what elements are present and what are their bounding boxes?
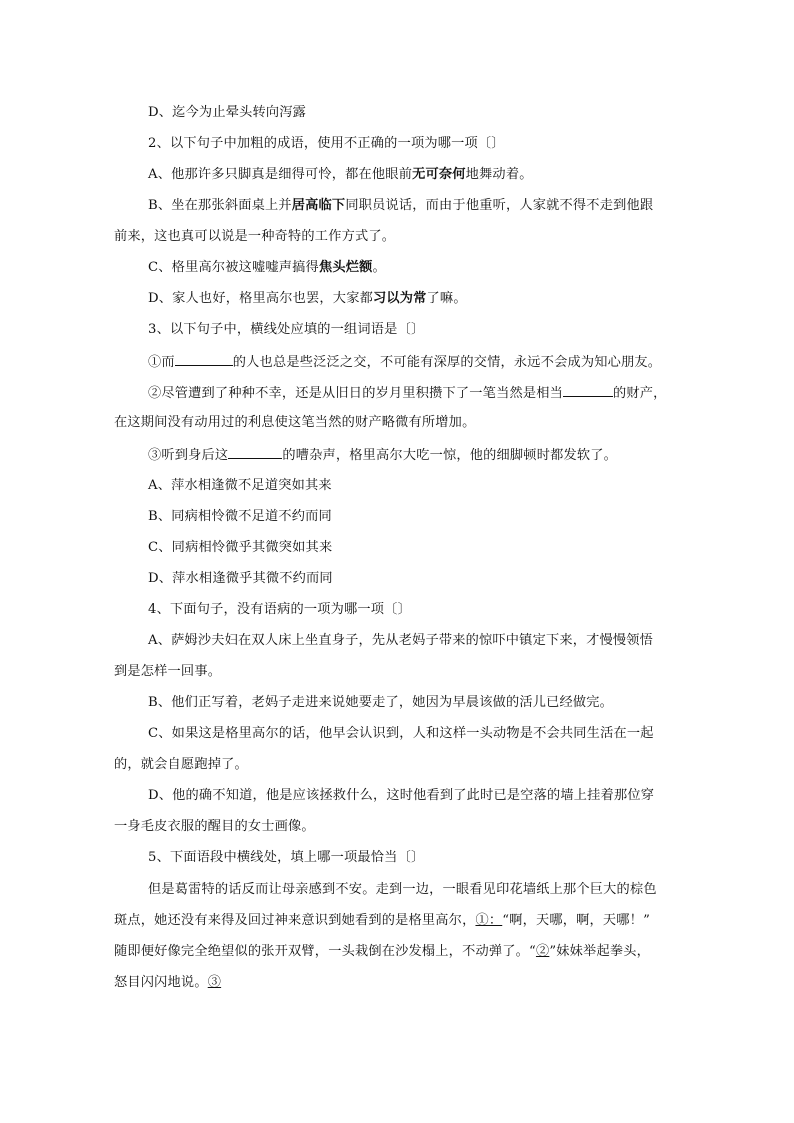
q4-option-b: B、他们正写着，老妈子走进来说她要走了，她因为早晨该做的活儿已经做完。 [148, 695, 614, 710]
text-segment: 地舞动着。 [465, 167, 533, 182]
bold-idiom: 无可奈何 [412, 167, 466, 182]
q4-option-c-cont: 的，就会自愿跑掉了。 [114, 757, 248, 772]
text-segment: 的人也总是些泛泛之交，不可能有深厚的交情，永远不会成为知心朋友。 [232, 355, 662, 370]
q3-sentence-2-cont: 在这期间没有动用过的利息使这笔当然的财产略微有所增加。 [114, 415, 476, 430]
text-segment: B、坐在那张斜面桌上并 [148, 198, 292, 213]
q2-option-c [148, 258, 386, 278]
text-segment: ①而 [148, 355, 175, 370]
text-segment: 同职员说话，而由于他重听，人家就不得不走到他跟 [345, 198, 654, 213]
blank-marker-2: ② [535, 944, 550, 959]
q5-passage-3 [114, 942, 650, 962]
text-segment: “啊，天哪，啊，天哪！” [502, 913, 651, 928]
q3-option-a: A、萍水相逢微不足道突如其来 [148, 478, 332, 493]
text-segment: 怒目闪闪地说。 [114, 975, 208, 990]
text-segment: ②尽管遭到了种种不幸，还是从旧日的岁月里积攒下了一笔当然是相当 [148, 386, 564, 401]
q3-sentence-1 [148, 351, 661, 373]
q2-option-d [148, 289, 467, 309]
question-5: 5、下面语段中横线处，填上哪一项最恰当〔〕 [148, 850, 425, 865]
option-d-q1: D、迄今为止晕头转向泻露 [148, 105, 307, 120]
q5-passage-4 [114, 973, 221, 993]
question-4: 4、下面句子，没有语病的一项为哪一项〔〕 [148, 602, 411, 617]
question-3: 3、以下句子中，横线处应填的一组词语是〔〕 [148, 322, 425, 337]
text-segment: C、格里高尔被这嘘嘘声搞得 [148, 260, 319, 275]
text-segment: 的嘈杂声，格里高尔大吃一惊，他的细脚顿时都发软了。 [282, 448, 618, 463]
q5-passage-1: 但是葛雷特的话反而让母亲感到不安。走到一边，一眼看见印花墙纸上那个巨大的棕色 [148, 882, 657, 897]
text-segment: ③听到身后这 [148, 448, 229, 463]
q5-passage-2 [114, 911, 650, 931]
q2-option-b [148, 196, 653, 216]
text-segment: 随即便好像完全绝望似的张开双臂，一头栽倒在沙发榻上，不动弹了。“ [114, 944, 536, 959]
text-segment: 的财产， [613, 386, 667, 401]
blank-marker-3: ③ [207, 975, 222, 990]
q4-option-d-cont: 一身毛皮衣服的醒目的女士画像。 [114, 819, 315, 834]
blank-marker-1: ①： [475, 913, 503, 928]
q3-sentence-3 [148, 444, 617, 466]
q2-option-b-cont: 前来，这也真可以说是一种奇特的工作方式了。 [114, 229, 396, 244]
fill-blank [228, 444, 282, 459]
text-segment: ”妹妹举起拳头， [549, 944, 650, 959]
question-2: 2、以下句子中加粗的成语，使用不正确的一项为哪一项〔〕 [148, 136, 505, 151]
q2-option-a [148, 165, 533, 185]
text-segment: 。 [372, 260, 386, 275]
bold-idiom: 居高临下 [291, 198, 346, 213]
q3-option-c: C、同病相怜微乎其微突如其来 [148, 540, 333, 555]
q4-option-d: D、他的确不知道，他是应该拯救什么，这时他看到了此时已是空落的墙上挂着那位穿 [148, 788, 655, 803]
bold-idiom: 焦头烂额 [318, 260, 373, 275]
fill-blank [175, 351, 233, 366]
q4-option-c: C、如果这是格里高尔的话，他早会认识到，人和这样一头动物是不会共同生活在一起 [148, 726, 654, 741]
text-segment: 了嘛。 [426, 291, 467, 306]
fill-blank [563, 382, 613, 397]
q3-option-b: B、同病相怜微不足道不约而同 [148, 509, 332, 524]
text-segment: D、家人也好，格里高尔也罢，大家都 [148, 291, 373, 306]
text-segment: A、他那许多只脚真是细得可怜，都在他眼前 [148, 167, 413, 182]
q3-option-d: D、萍水相逢微乎其微不约而同 [148, 571, 333, 586]
text-segment: 斑点，她还没有来得及回过神来意识到她看到的是格里高尔， [114, 913, 476, 928]
bold-idiom: 习以为常 [372, 291, 427, 306]
q4-option-a-cont: 到是怎样一回事。 [114, 664, 222, 679]
q4-option-a: A、萨姆沙夫妇在双人床上坐直身子，先从老妈子带来的惊吓中镇定下来，才慢慢领悟 [148, 633, 654, 648]
q3-sentence-2 [148, 382, 667, 404]
